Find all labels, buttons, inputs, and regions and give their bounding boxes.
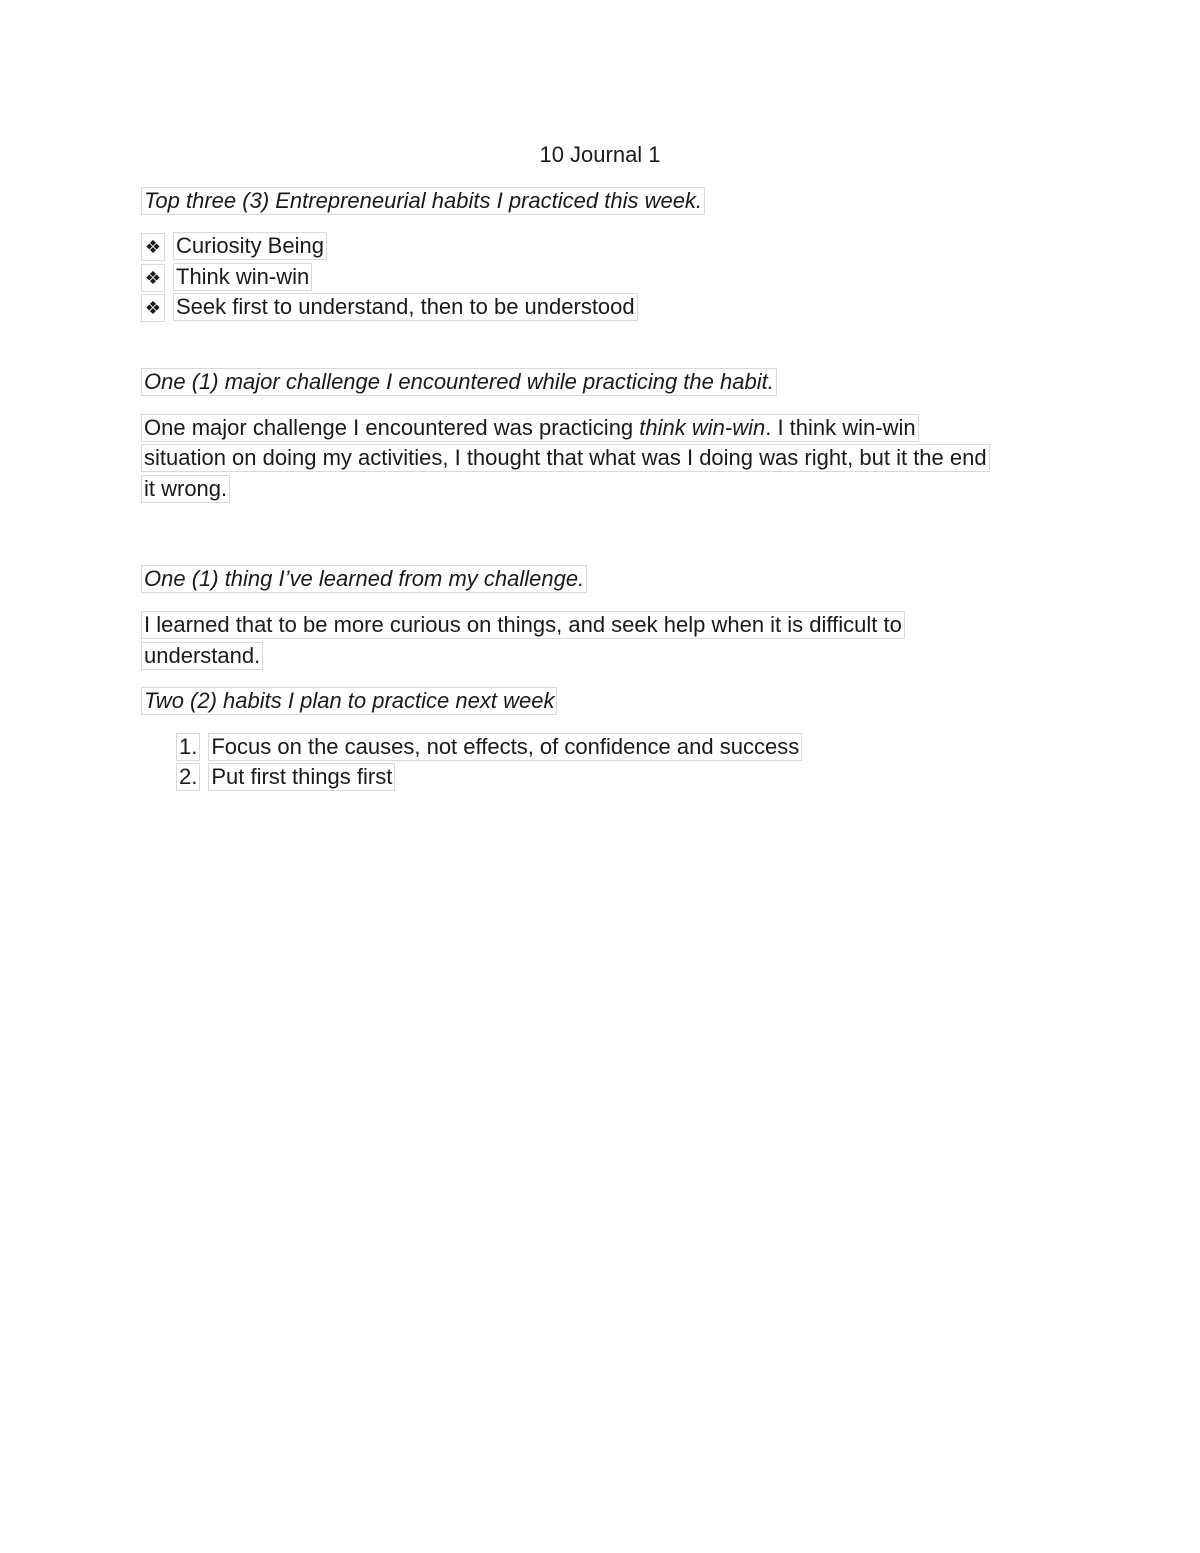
- paragraph-text: I learned that to be more curious on things, and seek help when it is difficult to: [141, 611, 905, 639]
- list-item-text: Focus on the causes, not effects, of confidence and success: [208, 733, 802, 761]
- list-number: 1.: [176, 733, 200, 761]
- section2-heading-text: One (1) major challenge I encountered while practicing the habit.: [141, 368, 777, 396]
- paragraph-text: situation on doing my activities, I thought that what was I doing was right, but it the end: [141, 444, 990, 472]
- section4-heading: [141, 687, 557, 715]
- learned-paragraph-line: [141, 642, 263, 670]
- list-item: [141, 232, 327, 261]
- section1-heading-text: Top three (3) Entrepreneurial habits I practiced this week.: [141, 187, 705, 215]
- list-number: 2.: [176, 763, 200, 791]
- challenge-paragraph-line: [141, 414, 919, 442]
- paragraph-text: it wrong.: [141, 475, 230, 503]
- list-item-text: Think win-win: [173, 263, 312, 291]
- list-item-text: Seek first to understand, then to be understood: [173, 293, 638, 321]
- diamond-bullet-icon: ❖: [141, 233, 165, 261]
- paragraph-text-segment: [141, 414, 919, 442]
- document-title-text: 10 Journal 1: [539, 142, 661, 167]
- paragraph-text: . I think win-win: [765, 415, 916, 440]
- challenge-paragraph-line: [141, 444, 990, 472]
- diamond-bullet-icon: ❖: [141, 294, 165, 322]
- diamond-bullet-icon: ❖: [141, 264, 165, 292]
- list-item-text: Put first things first: [208, 763, 395, 791]
- list-item: [176, 763, 395, 791]
- section2-heading: [141, 368, 777, 396]
- list-item: [176, 733, 802, 761]
- challenge-paragraph-line: [141, 475, 230, 503]
- section3-heading: [141, 565, 587, 593]
- list-item: [141, 293, 638, 322]
- section1-heading: [141, 187, 705, 215]
- section4-heading-text: Two (2) habits I plan to practice next week: [141, 687, 557, 715]
- section3-heading-text: One (1) thing I’ve learned from my challenge.: [141, 565, 587, 593]
- paragraph-text: understand.: [141, 642, 263, 670]
- list-item-text: Curiosity Being: [173, 232, 327, 260]
- paragraph-text: One major challenge I encountered was practicing: [144, 415, 640, 440]
- learned-paragraph-line: [141, 611, 905, 639]
- list-item: [141, 263, 312, 292]
- document-title: [0, 141, 1200, 169]
- emphasized-text: think win-win: [639, 415, 766, 440]
